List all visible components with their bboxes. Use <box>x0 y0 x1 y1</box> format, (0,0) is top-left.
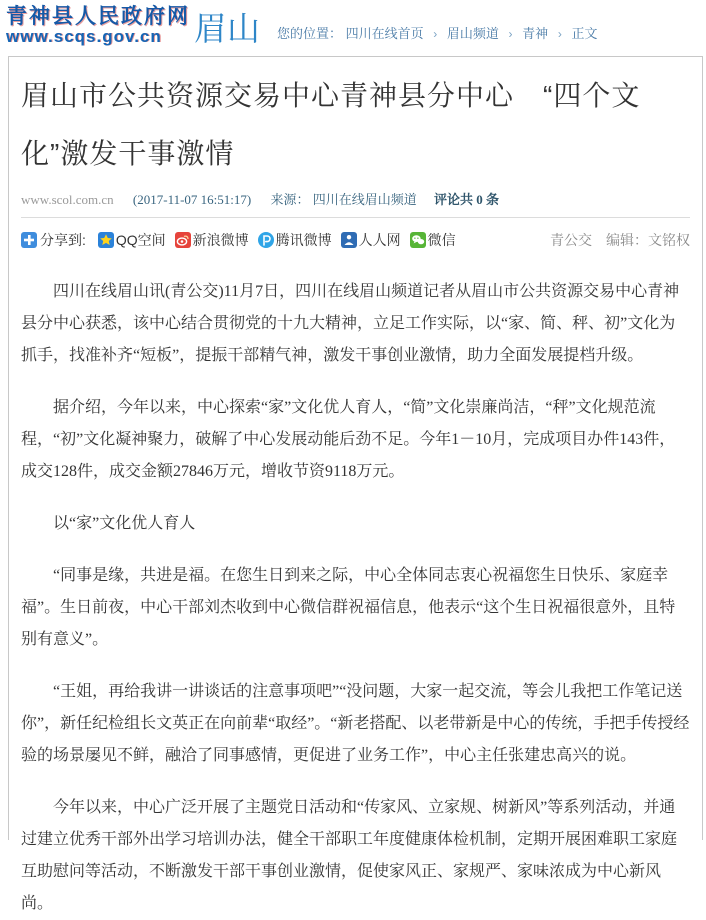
comments-count[interactable]: 评论共 0 条 <box>434 192 500 207</box>
share-tencent-weibo-button[interactable] <box>258 230 332 250</box>
site-url: www.scqs.gov.cn <box>6 27 162 47</box>
share-qzone-label: QQ空间 <box>115 232 166 248</box>
breadcrumb <box>277 23 597 42</box>
meta-divider <box>21 217 690 218</box>
site-logo-text <box>6 6 190 46</box>
breadcrumb-link-home[interactable]: 四川在线首页 <box>345 26 424 41</box>
wechat-icon <box>410 232 426 248</box>
page-header <box>0 0 706 56</box>
breadcrumb-separator-icon: › <box>433 27 438 41</box>
meta-site: www.scol.com.cn <box>21 192 114 207</box>
article-container <box>8 56 703 912</box>
byline-editor: 文铭权 <box>648 232 690 248</box>
article-paragraph: “同事是缘，共进是福。在您生日到来之际，中心全体同志衷心祝福您生日快乐、家庭幸福”。生日前夜，中心干部刘杰收到中心微信群祝福信息，他表示“这个生日祝福很意外，且特别有意义”。 <box>21 567 676 648</box>
qzone-icon <box>98 232 114 248</box>
share-sina-weibo-label: 新浪微博 <box>192 232 249 248</box>
share-renren-button[interactable] <box>341 230 401 250</box>
byline-author: 青公交 <box>550 232 592 248</box>
share-row <box>21 230 690 250</box>
article-paragraph: 今年以来，中心广泛开展了主题党日活动和“传家风、立家规、树新风”等系列活动，并通过建立优秀干部外出学习培训办法，健全干部职工年度健康体检机制，定期开展困难职工家庭互助慰问等活动，不断激发干部干事创业激情，促使家风正、家规严、家味浓成为中心新风尚。 <box>21 799 678 912</box>
share-renren-label: 人人网 <box>358 232 401 248</box>
share-tencent-weibo-label: 腾讯微博 <box>275 232 332 248</box>
share-qzone-button[interactable] <box>98 230 166 250</box>
share-toggle[interactable] <box>21 230 86 250</box>
article-paragraph: 四川在线眉山讯(青公交)11月7日，四川在线眉山频道记者从眉山市公共资源交易中心青神县分中心获悉，该中心结合贯彻党的十九大精神，立足工作实际，以“家、简、秤、初”文化为抓手，找准补齐“短板”，提振干部精气神，激发干事创业激情，助力全面发展提档升级。 <box>21 283 680 364</box>
site-logo[interactable] <box>6 6 260 46</box>
share-label: 分享到: <box>40 232 86 248</box>
breadcrumb-link-channel[interactable]: 眉山频道 <box>446 26 499 41</box>
share-wechat-label: 微信 <box>427 232 456 248</box>
breadcrumb-link-qingshen[interactable]: 青神 <box>522 26 549 41</box>
site-name: 青神县人民政府网 <box>6 5 190 28</box>
breadcrumb-separator-icon: › <box>557 27 562 41</box>
byline-editor-label: 编辑： <box>606 232 648 248</box>
region-label: 眉山 <box>194 9 260 47</box>
byline <box>550 230 690 250</box>
share-bar <box>21 230 465 250</box>
breadcrumb-label: 您的位置： <box>277 26 343 41</box>
article-paragraph: 据介绍，今年以来，中心探索“家”文化优人育人，“简”文化崇廉尚洁，“秤”文化规范流程，“初”文化凝神聚力，破解了中心发展动能后劲不足。今年1－10月，完成项目办件143件，成交128件，成交金额27846万元，增收节资9118万元。 <box>21 399 676 480</box>
share-sina-weibo-button[interactable] <box>175 230 249 250</box>
article-meta <box>21 189 690 208</box>
article-title: 眉山市公共资源交易中心青神县分中心 “四个文化”激发干事激情 <box>21 80 641 169</box>
breadcrumb-current: 正文 <box>571 26 598 41</box>
meta-timestamp: (2017-11-07 16:51:17) <box>132 192 252 207</box>
tencent-weibo-icon <box>258 232 274 248</box>
article-body <box>21 276 690 920</box>
renren-icon <box>341 232 357 248</box>
sina-weibo-icon <box>175 232 191 248</box>
share-plus-icon <box>21 232 37 248</box>
meta-source-label: 来源： <box>270 192 310 207</box>
meta-source-link[interactable]: 四川在线眉山频道 <box>312 192 417 207</box>
article-paragraph: “王姐，再给我讲一讲谈话的注意事项吧”“没问题，大家一起交流，等会儿我把工作笔记送你”，新任纪检组长文英正在向前辈“取经”。“新老搭配、以老带新是中心的传统，手把手传授经验的场景屡见不鲜，融洽了同事感情，更促进了业务工作”，中心主任张建忠高兴的说。 <box>21 683 690 764</box>
breadcrumb-separator-icon: › <box>508 27 513 41</box>
share-wechat-button[interactable] <box>410 230 456 250</box>
article-section-heading: 以“家”文化优人育人 <box>53 515 196 532</box>
